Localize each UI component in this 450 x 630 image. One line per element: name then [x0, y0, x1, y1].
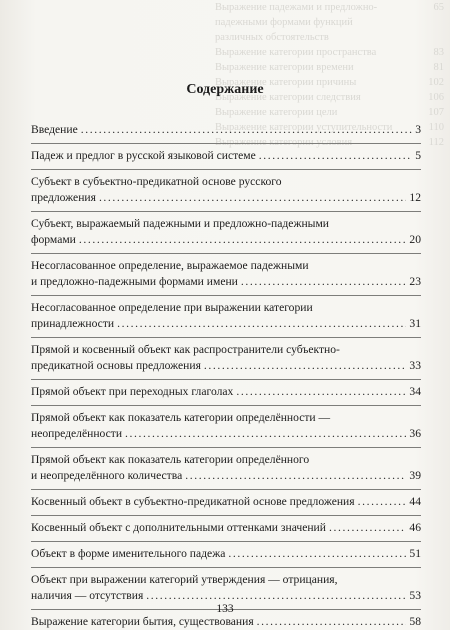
- toc-entry-title-line: Выражение категории бытия, существования: [31, 615, 254, 628]
- bleed-through-line: [215, 60, 450, 75]
- toc-page-number: 5: [415, 149, 421, 162]
- dot-leader: [99, 190, 406, 206]
- toc-entry: [31, 406, 421, 448]
- bleed-through-page: 81: [433, 62, 444, 73]
- toc-entry-title-line: Несогласованное определение, выражаемое падежными: [31, 259, 309, 272]
- toc-entry: [31, 516, 421, 542]
- dot-leader: [236, 384, 406, 400]
- toc-page-number: 12: [409, 191, 421, 204]
- toc-entry: [31, 212, 421, 254]
- dot-leader: [329, 520, 406, 536]
- toc-entry-title-line: Введение: [31, 123, 78, 136]
- dot-leader: [257, 614, 407, 630]
- toc-entry: [31, 170, 421, 212]
- bleed-through-line: [215, 30, 450, 45]
- toc-leader-row: [31, 190, 421, 206]
- toc-entry: [31, 490, 421, 516]
- toc-entry-title-line: Прямой и косвенный объект как распространители субъектно-: [31, 343, 340, 356]
- toc-entry-title-line: предикатной основы предложения: [31, 359, 201, 372]
- dot-leader: [228, 546, 406, 562]
- toc-page-number: 33: [409, 359, 421, 372]
- toc-entry-title-line: Косвенный объект с дополнительными оттенками значений: [31, 521, 326, 534]
- toc-leader-row: [31, 426, 421, 442]
- dot-leader: [259, 148, 412, 164]
- toc-entry-title-line: Субъект в субъектно-предикатной основе русского: [31, 175, 282, 188]
- toc-entry-title-line: принадлежности: [31, 317, 115, 330]
- dot-leader: [79, 232, 407, 248]
- dot-leader: [185, 468, 406, 484]
- toc-entry-title-line: неопределённости: [31, 427, 123, 440]
- toc-page-number: 51: [409, 547, 421, 560]
- toc-entry-title-line: Несогласованное определение при выражении категории: [31, 301, 313, 314]
- toc-page-number: 23: [409, 275, 421, 288]
- toc-entry-title-line: Субъект, выражаемый падежными и предложно-падежными: [31, 217, 329, 230]
- bleed-through-label: Выражение категории пространства: [215, 47, 377, 58]
- bleed-through-label: Выражение категории времени: [215, 62, 354, 73]
- toc-entry-title-line: и предложно-падежными формами имени: [31, 275, 238, 288]
- bleed-through-label: Выражение категории причины: [215, 77, 357, 88]
- toc-page-number: 3: [415, 123, 421, 136]
- bleed-through-page: 83: [433, 47, 444, 58]
- toc-entry-title-line: Объект в форме именительного падежа: [31, 547, 226, 560]
- dot-leader: [146, 588, 406, 604]
- bleed-through-line: [215, 0, 450, 30]
- toc-entry-title-line: Косвенный объект в субъектно-предикатной основе предложения: [31, 495, 355, 508]
- toc-page-number: 20: [409, 233, 421, 246]
- dot-leader: [125, 426, 406, 442]
- toc-leader-row: [31, 520, 421, 536]
- toc-entry: [31, 118, 421, 144]
- toc-leader-row: [31, 232, 421, 248]
- bleed-through-page: 102: [428, 77, 444, 88]
- bleed-through-label: Выражение категории следствия: [215, 92, 361, 103]
- toc-entry-title-line: Прямой объект как показатель категории определённости —: [31, 411, 331, 424]
- toc-entry-title-line: Прямой объект как показатель категории определённого: [31, 453, 310, 466]
- dot-leader: [358, 494, 407, 510]
- toc-page-number: 36: [409, 427, 421, 440]
- toc-entry: [31, 542, 421, 568]
- toc-page-number: 44: [409, 495, 421, 508]
- toc-page-number: 31: [409, 317, 421, 330]
- toc-page-number: 53: [409, 589, 421, 602]
- toc-entry-title-line: Прямой объект при переходных глаголах: [31, 385, 234, 398]
- bleed-through-page: 65: [433, 2, 444, 13]
- dot-leader: [204, 358, 407, 374]
- toc-entry-title-line: предложения: [31, 191, 96, 204]
- toc-entry: [31, 254, 421, 296]
- bleed-through-page: [416, 30, 450, 45]
- toc-leader-row: [31, 274, 421, 290]
- toc-leader-row: [31, 546, 421, 562]
- toc-entry: [31, 448, 421, 490]
- toc-entry-title-line: наличия — отсутствия: [31, 589, 144, 602]
- bleed-through-page: 107: [428, 107, 444, 118]
- bleed-through-page: 112: [428, 137, 444, 148]
- dot-leader: [241, 274, 407, 290]
- toc-entry: [31, 380, 421, 406]
- bleed-through-label: Выражение категории цели: [215, 107, 338, 118]
- toc-page-number: 39: [409, 469, 421, 482]
- dot-leader: [117, 316, 406, 332]
- toc-leader-row: [31, 148, 421, 164]
- toc-page-number: 46: [409, 521, 421, 534]
- page-title: Содержание: [186, 82, 264, 97]
- bleed-through-label: Выражение категории уступительности: [215, 122, 393, 133]
- bleed-through-label: Выражение падежами и предложно-падежными формами функций: [215, 2, 378, 28]
- toc-entry: [31, 296, 421, 338]
- toc-leader-row: [31, 468, 421, 484]
- table-of-contents: [31, 118, 421, 630]
- toc-leader-row: [31, 588, 421, 604]
- toc-entry-title-line: Падеж и предлог в русской языковой системе: [31, 149, 256, 162]
- toc-leader-row: [31, 316, 421, 332]
- toc-leader-row: [31, 122, 421, 138]
- bleed-through-line: [215, 45, 450, 60]
- toc-entry-title-line: формами: [31, 233, 76, 246]
- bleed-through-label: Выражение категории условия: [215, 137, 353, 148]
- toc-page-number: 34: [409, 385, 421, 398]
- toc-entry: [31, 338, 421, 380]
- toc-page-number: 58: [409, 615, 421, 628]
- toc-entry-title-line: Объект при выражении категорий утверждения — отрицания,: [31, 573, 338, 586]
- toc-leader-row: [31, 384, 421, 400]
- toc-entry-title-line: и неопределённого количества: [31, 469, 183, 482]
- toc-leader-row: [31, 614, 421, 630]
- toc-entry: [31, 144, 421, 170]
- dot-leader: [81, 122, 412, 138]
- bleed-through-label: различных обстоятельств: [215, 32, 329, 43]
- page-number: 133: [216, 603, 234, 615]
- toc-leader-row: [31, 358, 421, 374]
- bleed-through-page: 106: [428, 92, 444, 103]
- toc-leader-row: [31, 494, 421, 510]
- bleed-through-page: 110: [428, 122, 444, 133]
